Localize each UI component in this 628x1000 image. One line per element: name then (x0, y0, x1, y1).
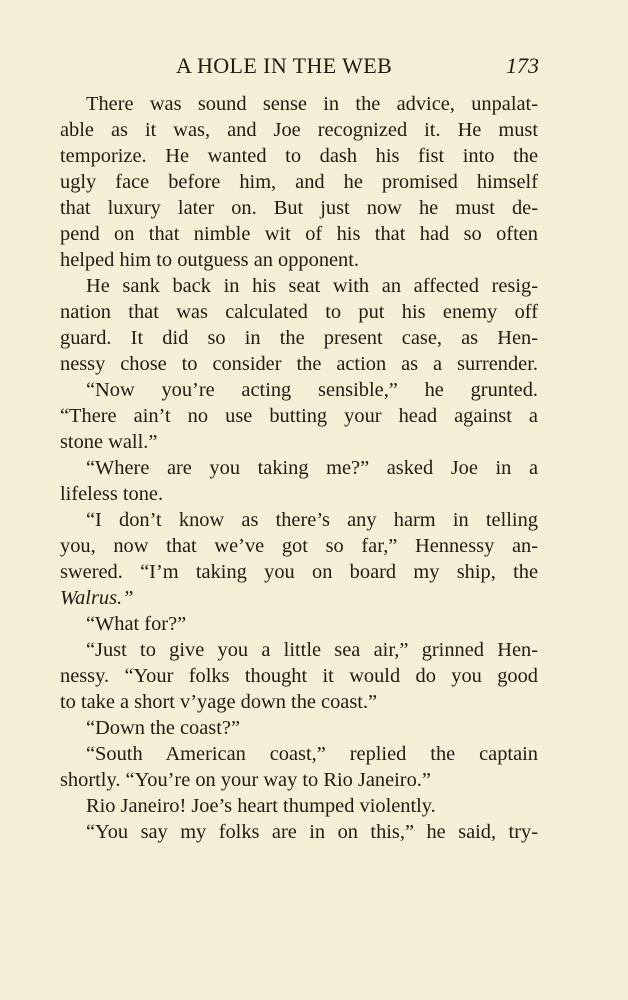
text-line: nessy chose to consider the action as a surrender. (60, 353, 538, 375)
text-line: “South American coast,” replied the captain (86, 743, 538, 765)
running-title: A HOLE IN THE WEB (176, 53, 393, 78)
text-line: able as it was, and Joe recognized it. He must (60, 119, 538, 141)
text-line: shortly. “You’re on your way to Rio Janeiro.” (60, 769, 431, 791)
text-line: Walrus.” (60, 587, 134, 609)
text-line: Rio Janeiro! Joe’s heart thumped violently. (86, 795, 436, 817)
page-number: 173 (506, 53, 539, 78)
text-line: that luxury later on. But just now he must de- (60, 197, 538, 219)
text-line: “Where are you taking me?” asked Joe in a (86, 457, 538, 479)
text-line: “What for?” (86, 613, 187, 635)
text-line: “There ain’t no use butting your head against a (60, 405, 538, 427)
text-line: “I don’t know as there’s any harm in telling (86, 509, 538, 531)
text-line: “Just to give you a little sea air,” grinned Hen- (86, 639, 538, 661)
text-line: helped him to outguess an opponent. (60, 249, 360, 271)
text-line: He sank back in his seat with an affected resig- (86, 275, 538, 297)
text-line: “Down the coast?” (86, 717, 240, 739)
text-line: nation that was calculated to put his enemy off (60, 301, 538, 323)
text-line: nessy. “Your folks thought it would do you good (60, 665, 538, 687)
text-line: There was sound sense in the advice, unpalat- (86, 93, 538, 115)
text-line: “Now you’re acting sensible,” he grunted. (86, 379, 538, 401)
body-text (60, 91, 538, 845)
text-line: lifeless tone. (60, 483, 164, 505)
text-line: guard. It did so in the present case, as Hen- (60, 327, 538, 349)
text-line: stone wall.” (60, 431, 158, 453)
text-line: temporize. He wanted to dash his fist into the (60, 145, 538, 167)
text-line: pend on that nimble wit of his that had so often (60, 223, 538, 245)
text-line: to take a short v’yage down the coast.” (60, 691, 378, 713)
text-line: swered. “I’m taking you on board my ship, the (60, 561, 538, 583)
text-line: “You say my folks are in on this,” he said, try- (86, 821, 538, 843)
text-line: you, now that we’ve got so far,” Hennessy an- (60, 535, 538, 557)
text-line: ugly face before him, and he promised himself (60, 171, 538, 193)
